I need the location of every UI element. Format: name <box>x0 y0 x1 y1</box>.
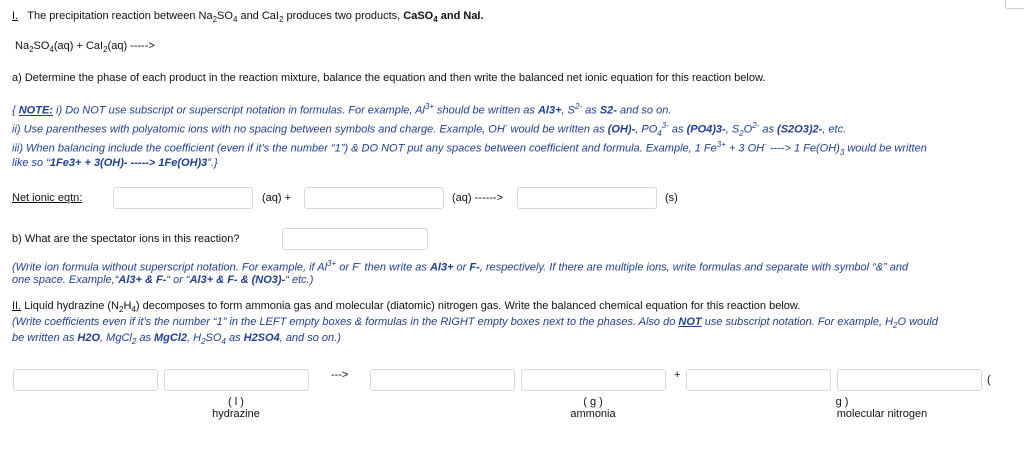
note-line-4: like so “1Fe3+ + 3(OH)- -----> 1Fe(OH)3”.} <box>12 157 218 169</box>
spectator-hint-2: one space. Example,“Al3+ & F-“ or “Al3+ & F- & (NO3)-“ etc.) <box>12 274 314 286</box>
aq-arrow-label: (aq) ------> <box>452 192 504 204</box>
ammonia-formula-input[interactable] <box>521 369 666 391</box>
net-ionic-label: Net ionic eqtn: <box>12 192 83 204</box>
paren-open: ( <box>987 374 991 386</box>
hydrazine-formula-input[interactable] <box>164 369 309 391</box>
spectator-hint-1: (Write ion formula without superscript notation. For example, if $Al^{3+}$ or F- then write as Al3+ or F-, respectively. If there are multiple ions, write formulas and separate with symbol “&” and <box>12 259 909 274</box>
net-ionic-input-2[interactable] <box>304 187 444 209</box>
caption-ammonia: ammonia <box>570 408 616 420</box>
note-line-2: ii) Use parentheses with polyatomic ions with no spacing between symbols and charge. Example, OH- would be written as (OH)-, $PO_4^{3-}$ as (PO4)3-, $S_2O^{2-}$ as (S2O3)2-, etc. <box>12 121 847 138</box>
ammonia-coefficient-input[interactable] <box>370 369 515 391</box>
question-2-intro: II. Liquid hydrazine $(N_2H_4)$ decomposes to form ammonia gas and molecular (diatomic) nitrogen gas. Write the balanced chemical equation for this reaction below. <box>12 300 801 315</box>
hydrazine-coefficient-input[interactable] <box>13 369 158 391</box>
spectator-ions-input[interactable] <box>282 228 428 250</box>
reaction-arrow: ---> <box>331 369 349 381</box>
caption-hydrazine: hydrazine <box>212 408 260 420</box>
part-a-prompt: a) Determine the phase of each product in the reaction mixture, balance the equation and then write the balanced net ionic equation for this reaction below. <box>12 72 766 84</box>
solid-phase-label: (s) <box>665 192 678 204</box>
aq-plus-label: (aq) + <box>262 192 292 204</box>
phase-gas-ammonia: ( g ) <box>583 396 603 408</box>
net-ionic-input-3[interactable] <box>517 187 657 209</box>
phase-liquid: ( l ) <box>228 396 244 408</box>
nitrogen-formula-input[interactable] <box>837 369 982 391</box>
note-line-1: { NOTE: i) Do NOT use subscript or superscript notation in formulas. For example, $Al^{3+}$ should be written as Al3+, $S^{2-}$ as S2- and so on. <box>12 102 672 117</box>
caption-nitrogen: molecular nitrogen <box>836 408 928 420</box>
question-1-intro: I. The precipitation reaction between $Na_2SO_4$ and CaI$_2$ produces two products, CaSO$_4$ and NaI. <box>12 10 484 25</box>
phase-gas-nitrogen: g ) <box>835 396 849 408</box>
question-2-instructions-2: be written as H2O, MgCl$_2$ as MgCl2, $H_2SO_4$ as H2SO4, and so on.) <box>12 332 341 347</box>
question-2-instructions-1: (Write coefficients even if it’s the number “1” in the LEFT empty boxes & formulas in the RIGHT empty boxes next to the phases. Also do NOT use subscript notation. For example, $H_2O$ would <box>12 316 938 331</box>
note-line-3: iii) When balancing include the coefficient (even if it’s the number “1”) & DO NOT put any spaces between coefficient and formula. Example, 1 $Fe^{3+} + 3$ OH- ----> 1 $Fe(OH)_3$ would be written <box>12 140 927 157</box>
plus-sign: + <box>674 369 681 381</box>
reaction-equation: $Na_2SO_4(aq) + CaI_2(aq)$ -----> <box>15 40 155 55</box>
net-ionic-input-1[interactable] <box>113 187 253 209</box>
scroll-corner <box>1005 0 1024 9</box>
part-b-prompt: b) What are the spectator ions in this reaction? <box>12 233 240 245</box>
nitrogen-coefficient-input[interactable] <box>686 369 831 391</box>
